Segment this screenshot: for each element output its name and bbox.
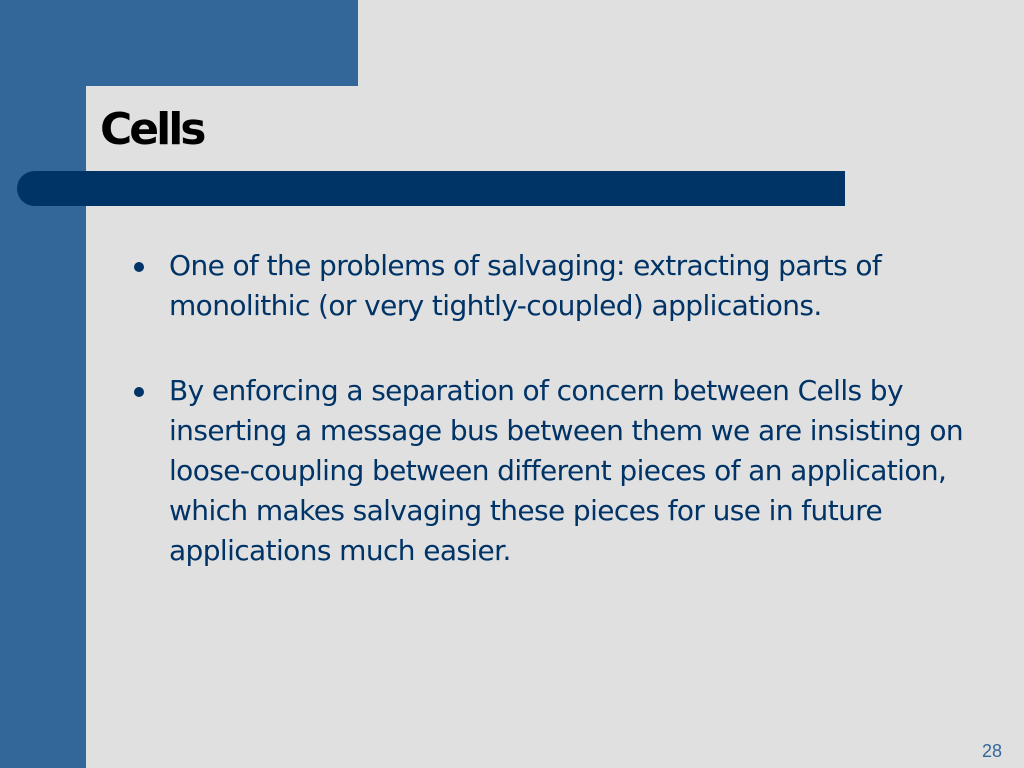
slide-title: Cells xyxy=(100,104,204,155)
title-underline-bar xyxy=(17,171,845,206)
bullet-dot-icon xyxy=(134,262,144,272)
bullet-text-2: By enforcing a separation of concern between Cells by inserting a message bus between them we are insisting on loose-coupling between different pieces of an application, which makes salvaging these pieces for use in future applications much easier. xyxy=(169,374,964,567)
bullet-item-2 xyxy=(132,371,967,571)
left-decorative-band xyxy=(0,0,86,768)
bullet-list xyxy=(132,246,967,616)
bullet-item-1 xyxy=(132,246,967,326)
page-number: 28 xyxy=(981,741,1002,761)
bullet-text-1: One of the problems of salvaging: extracting parts of monolithic (or very tightly-coupled) applications. xyxy=(169,249,882,322)
bullet-dot-icon xyxy=(134,387,144,397)
top-decorative-block xyxy=(0,0,358,86)
